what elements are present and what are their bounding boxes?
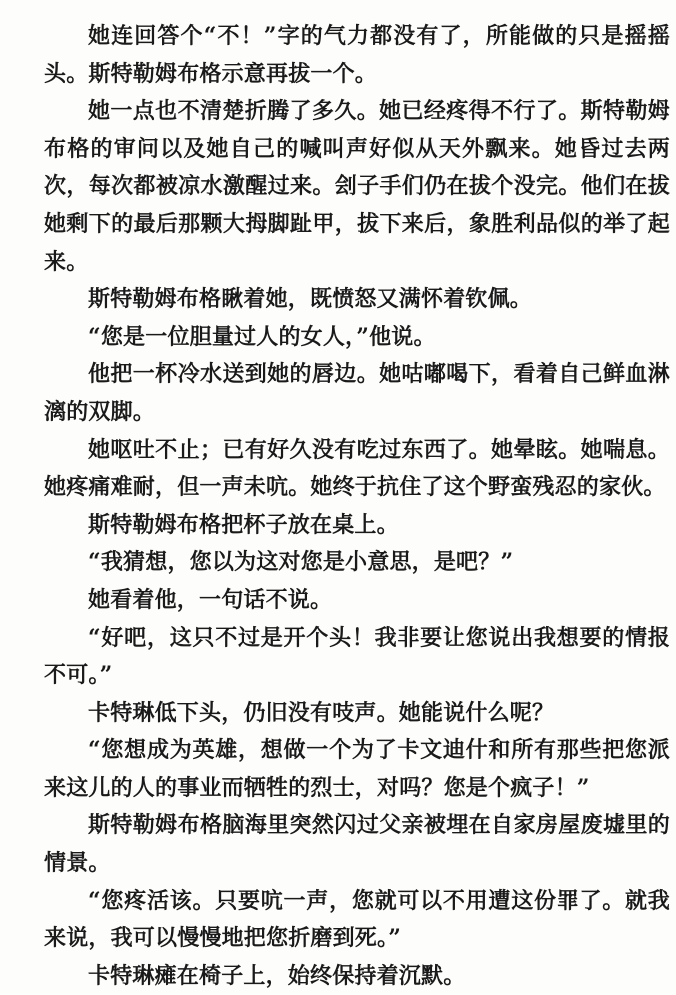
paragraph: 他把一杯冷水送到她的唇边。她咕嘟喝下，看着自己鲜血淋漓的双脚。 (44, 361, 670, 425)
paragraph: “好吧，这只不过是开个头！我非要让您说出我想要的情报不可。” (44, 624, 670, 689)
paragraph: 她一点也不清楚折腾了多久。她已经疼得不行了。斯特勒姆布格的审问以及她自己的喊叫声好似从天外飘来。她昏过去两次，每次都被凉水激醒过来。刽子手们仍在拔个没完。他们在拔她剩下的最后那颗大拇脚趾甲，拔下来后，象胜利品似的举了起来。 (44, 98, 670, 275)
paragraph: 她连回答个“不！”字的气力都没有了，所能做的只是摇摇头。斯特勒姆布格示意再拔一个。 (44, 23, 670, 87)
paragraph: “我猜想，您以为这对您是小意思，是吧？” (88, 549, 514, 576)
paragraph: “您是一位胆量过人的女人，”他说。 (88, 323, 436, 350)
paragraph: “您疼活该。只要吭一声，您就可以不用遭这份罪了。就我来说，我可以慢慢地把您折磨到死。” (44, 887, 670, 952)
paragraph: 卡特琳瘫在椅子上，始终保持着沉默。 (88, 962, 466, 989)
paragraph: 斯特勒姆布格瞅着她，既愤怒又满怀着钦佩。 (88, 286, 533, 313)
paragraph: 卡特琳低下头，仍旧没有吱声。她能说什么呢？ (88, 699, 555, 726)
paragraph: 斯特勒姆布格脑海里突然闪过父亲被埋在自家房屋废墟里的情景。 (44, 812, 670, 877)
paragraph: 她呕吐不止；已有好久没有吃过东西了。她晕眩。她喘息。她疼痛难耐，但一声未吭。她终于抗住了这个野蛮残忍的家伙。 (44, 436, 670, 501)
paragraph: 她看着他，一句话不说。 (88, 586, 333, 613)
body-text (44, 18, 670, 995)
paragraph: 斯特勒姆布格把杯子放在桌上。 (88, 511, 399, 538)
paragraph: “您想成为英雄，想做一个为了卡文迪什和所有那些把您派来这儿的人的事业而牺牲的烈士，对吗？您是个疯子！” (44, 737, 670, 801)
